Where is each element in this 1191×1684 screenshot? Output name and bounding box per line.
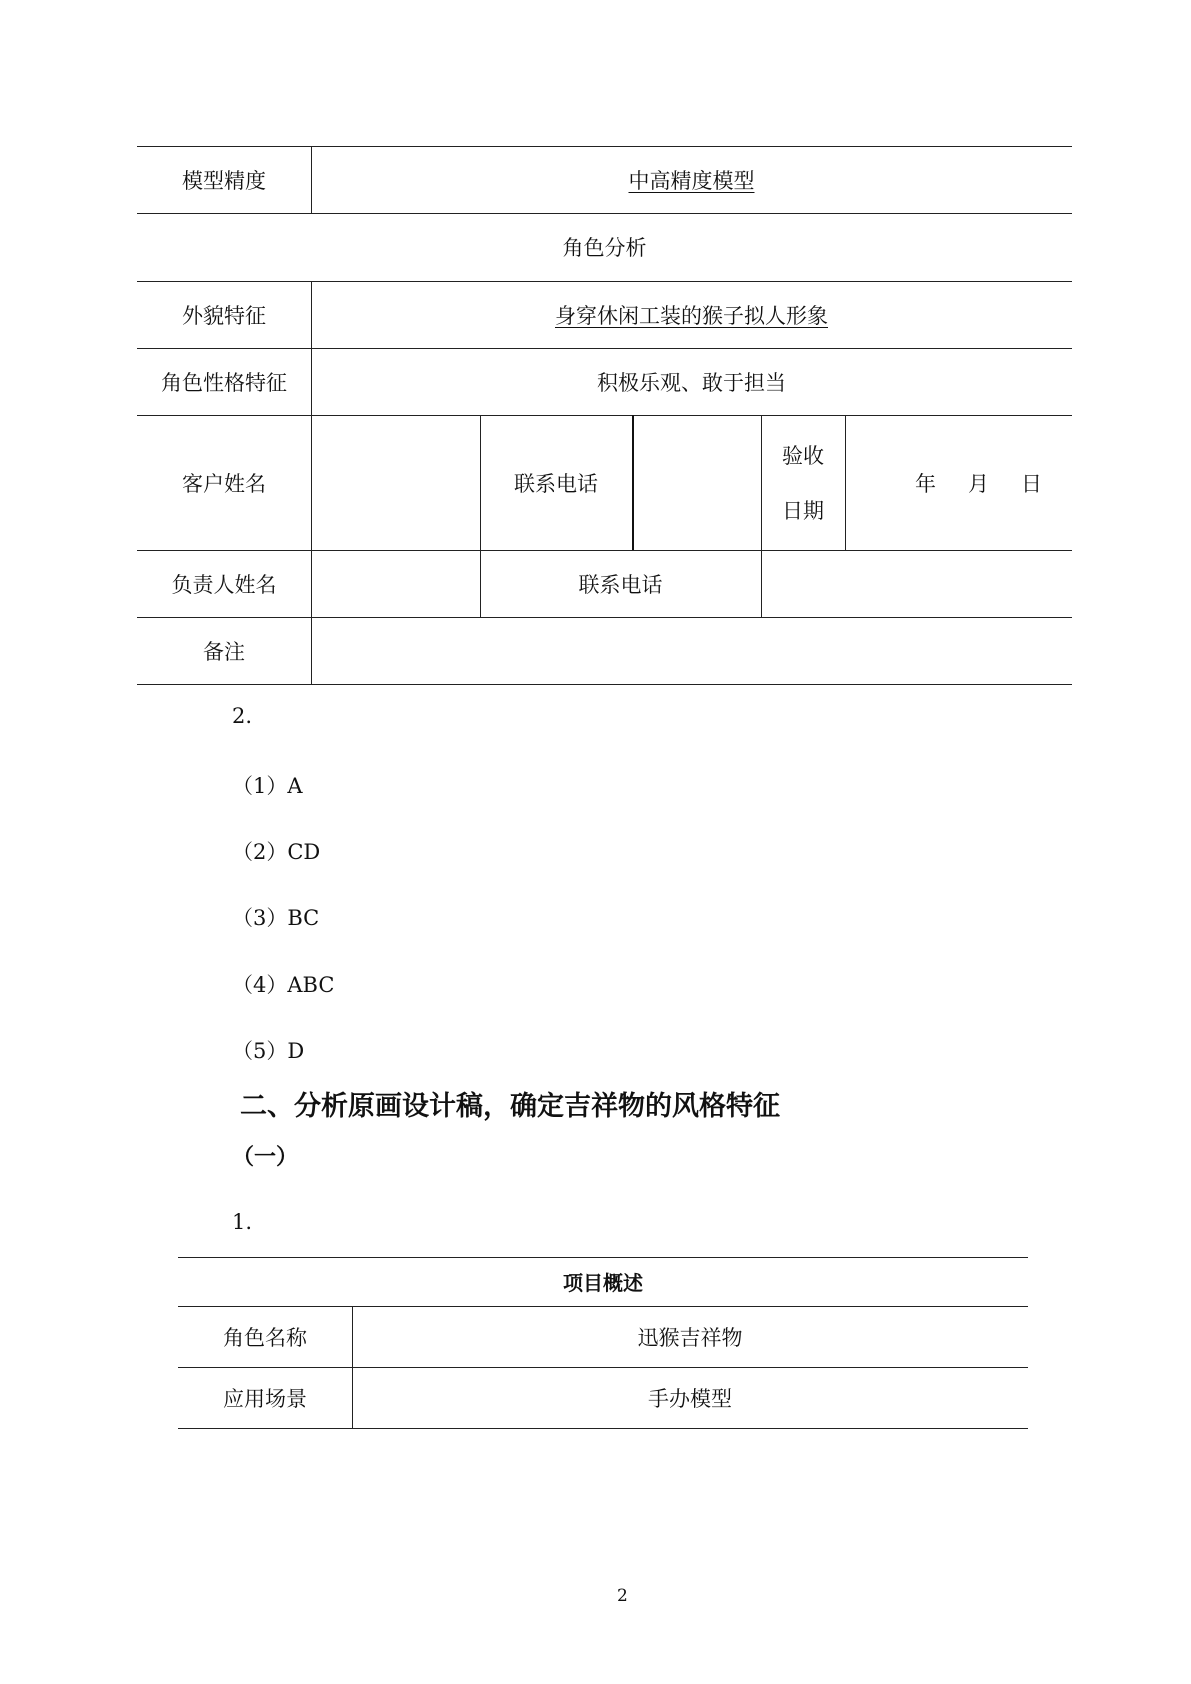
role-name-label: 角色名称 bbox=[223, 1325, 307, 1350]
project-overview-header: 项目概述 bbox=[563, 1271, 643, 1295]
model-precision-label: 模型精度 bbox=[182, 168, 266, 193]
section-item-1: 1. bbox=[232, 1210, 253, 1234]
model-precision-value: 中高精度模型 bbox=[628, 168, 755, 193]
date-month: 月 bbox=[968, 471, 989, 496]
page-number: 2 bbox=[617, 1586, 628, 1606]
appearance-value: 身穿休闲工装的猴子拟人形象 bbox=[555, 303, 828, 328]
acceptance-label-line2: 日期 bbox=[782, 499, 824, 524]
date-year: 年 bbox=[915, 471, 936, 496]
date-day: 日 bbox=[1021, 471, 1042, 496]
contact-phone-label: 联系电话 bbox=[514, 471, 598, 496]
remarks-value bbox=[311, 617, 1072, 684]
acceptance-date-label bbox=[761, 415, 845, 550]
role-name-value: 迅猴吉祥物 bbox=[637, 1325, 743, 1350]
acceptance-date-value bbox=[845, 415, 1072, 550]
section-heading: 二、分析原画设计稿，确定吉祥物的风格特征 bbox=[240, 1091, 780, 1122]
client-name-value bbox=[311, 415, 480, 550]
answer-sub-3: （3）BC bbox=[232, 906, 320, 930]
manager-phone-value bbox=[761, 550, 1072, 617]
personality-label: 角色性格特征 bbox=[161, 370, 287, 395]
table-line bbox=[137, 684, 1072, 685]
section-subheading: （一） bbox=[232, 1145, 299, 1170]
answer-sub-4: （4）ABC bbox=[232, 973, 335, 997]
manager-name-value bbox=[311, 550, 480, 617]
contact-phone-value bbox=[632, 415, 761, 550]
personality-value: 积极乐观、敢于担当 bbox=[597, 370, 786, 395]
answer-item-2: 2. bbox=[232, 704, 253, 728]
client-name-label: 客户姓名 bbox=[182, 471, 266, 496]
table-line bbox=[178, 1428, 1028, 1429]
scene-label: 应用场景 bbox=[223, 1386, 307, 1411]
manager-name-label: 负责人姓名 bbox=[171, 572, 277, 597]
appearance-label: 外貌特征 bbox=[182, 303, 266, 328]
scene-value: 手办模型 bbox=[648, 1386, 732, 1411]
answer-sub-2: （2）CD bbox=[232, 840, 321, 864]
answer-sub-5: （5）D bbox=[232, 1039, 305, 1063]
answer-sub-1: （1）A bbox=[232, 774, 303, 798]
acceptance-label-line1: 验收 bbox=[782, 443, 824, 468]
model-precision-cell bbox=[311, 146, 1072, 213]
manager-phone-label: 联系电话 bbox=[578, 572, 663, 597]
remarks-label: 备注 bbox=[203, 639, 245, 664]
role-analysis-header: 角色分析 bbox=[562, 236, 647, 260]
appearance-cell bbox=[311, 281, 1072, 348]
